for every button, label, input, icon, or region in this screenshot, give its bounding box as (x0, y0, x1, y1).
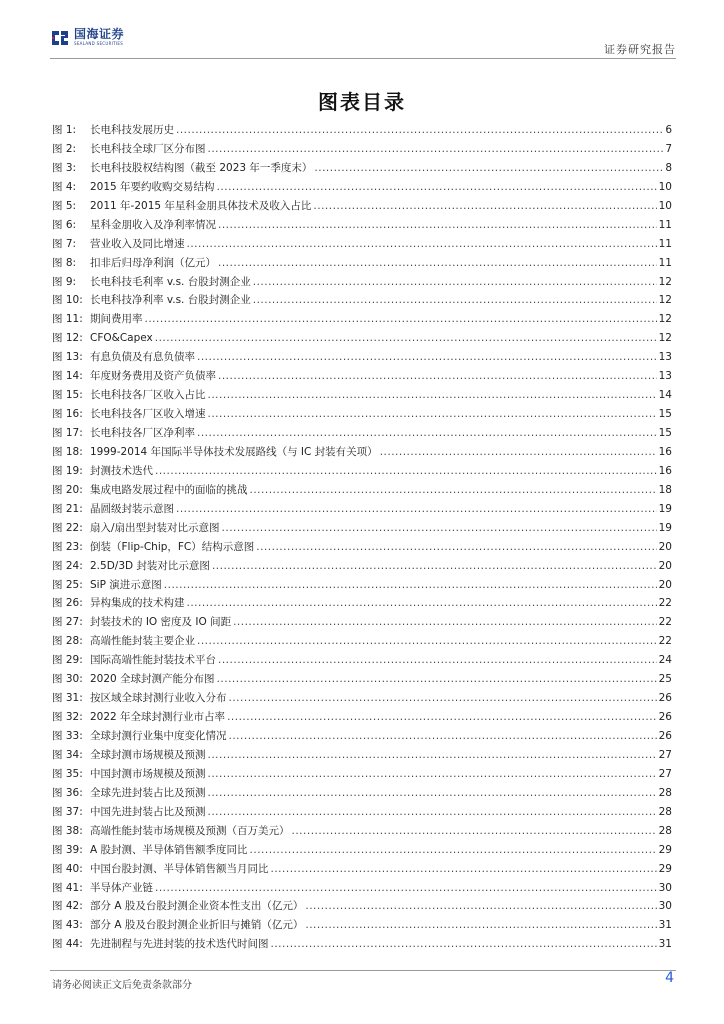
toc-page-number: 16 (658, 445, 672, 458)
toc-figure-number: 图 44: (52, 938, 83, 951)
toc-page-number: 20 (658, 559, 672, 572)
report-type-label: 证券研究报告 (604, 43, 676, 56)
toc-page-number: 8 (665, 161, 672, 174)
toc-entry[interactable] (52, 670, 672, 689)
toc-figure-title: 2020 全球封测产能分布图 (90, 673, 215, 686)
toc-figure-title: 年度财务费用及资产负债率 (90, 370, 216, 383)
toc-figure-title: 2.5D/3D 封装对比示意图 (90, 559, 210, 572)
toc-figure-number: 图 4: (52, 180, 77, 193)
toc-page-number: 28 (658, 786, 672, 799)
toc-entry[interactable] (52, 935, 672, 954)
toc-page-number: 30 (658, 900, 672, 913)
toc-dot-leader (271, 860, 657, 879)
toc-dot-leader (208, 140, 664, 159)
toc-figure-number: 图 1: (52, 124, 77, 136)
toc-dot-leader (208, 803, 657, 822)
toc-dot-leader (227, 708, 657, 727)
toc-figure-number: 图 29: (52, 654, 83, 667)
toc-figure-title: 期间费用率 (90, 313, 143, 326)
toc-page-number: 12 (658, 332, 672, 345)
toc-entry[interactable] (52, 765, 672, 784)
toc-figure-number: 图 20: (52, 483, 83, 496)
toc-figure-title: 长电科技全球厂区分布图 (90, 142, 206, 155)
toc-entry[interactable] (52, 860, 672, 879)
toc-figure-title: 异构集成的技术构建 (90, 597, 185, 610)
toc-figure-title: 封装技术的 IO 密度及 IO 间距 (90, 616, 232, 629)
toc-dot-leader (187, 235, 657, 254)
toc-entry[interactable] (52, 291, 672, 310)
toc-dot-leader (197, 424, 657, 443)
toc-entry[interactable] (52, 916, 672, 935)
toc-figure-title: 2011 年-2015 年星科金朋具体技术及收入占比 (90, 199, 312, 212)
toc-page-number: 22 (658, 597, 672, 610)
toc-figure-number: 图 18: (52, 445, 83, 458)
toc-entry[interactable] (52, 367, 672, 386)
toc-figure-number: 图 30: (52, 673, 83, 686)
toc-figure-title: 国际高端性能封装技术平台 (90, 654, 216, 667)
toc-figure-number: 图 6: (52, 218, 77, 231)
toc-dot-leader (208, 405, 657, 424)
toc-dot-leader (233, 613, 657, 632)
toc-figure-number: 图 34: (52, 748, 83, 761)
toc-entry[interactable] (52, 613, 672, 632)
toc-dot-leader (218, 367, 657, 386)
toc-entry[interactable] (52, 178, 672, 197)
toc-figure-number: 图 36: (52, 786, 83, 799)
toc-page-number: 27 (658, 748, 672, 761)
toc-page-number: 15 (658, 427, 672, 439)
toc-page-number: 12 (658, 275, 672, 288)
toc-entry[interactable] (52, 897, 672, 916)
toc-dot-leader (271, 935, 657, 954)
toc-figure-title: 高端性能封装市场规模及预测（百万美元） (90, 824, 290, 837)
toc-figure-title: 扇入/扇出型封装对比示意图 (90, 521, 220, 534)
toc-figure-title: 全球封测市场规模及预测 (90, 748, 206, 761)
toc-entry[interactable] (52, 424, 672, 443)
toc-figure-title: 先进制程与先进封装的技术迭代时间图 (90, 938, 269, 951)
toc-figure-number: 图 31: (52, 692, 83, 705)
toc-figure-number: 图 14: (52, 370, 83, 383)
toc-page-number: 18 (658, 483, 672, 496)
toc-dot-leader (380, 443, 657, 462)
page-title: 图表目录 (318, 90, 406, 114)
toc-figure-number: 图 43: (52, 919, 83, 932)
toc-figure-title: 半导体产业链 (90, 881, 153, 894)
toc-figure-number: 图 10: (52, 294, 83, 307)
toc-dot-leader (305, 897, 656, 916)
toc-figure-number: 图 7: (52, 237, 77, 250)
toc-figure-title: 长电科技净利率 v.s. 台股封测企业 (90, 294, 251, 307)
toc-entry[interactable] (52, 500, 672, 519)
toc-entry[interactable] (52, 594, 672, 613)
toc-figure-title: 2015 年要约收购交易结构 (90, 180, 215, 193)
toc-entry[interactable] (52, 803, 672, 822)
toc-entry[interactable] (52, 310, 672, 329)
toc-dot-leader (197, 632, 657, 651)
toc-figure-title: 中国封测市场规模及预测 (90, 767, 206, 780)
toc-figure-title: 部分 A 股及台股封测企业折旧与摊销（亿元） (90, 919, 304, 932)
toc-figure-number: 图 8: (52, 256, 77, 269)
toc-entry[interactable] (52, 140, 672, 159)
toc-dot-leader (155, 462, 657, 481)
toc-dot-leader (253, 273, 657, 292)
toc-figure-title: 封测技术迭代 (90, 464, 153, 477)
toc-entry[interactable] (52, 727, 672, 746)
toc-figure-number: 图 25: (52, 578, 83, 591)
toc-figure-title: 全球先进封装占比及预测 (90, 786, 206, 799)
toc-figure-title: 集成电路发展过程中的面临的挑战 (90, 483, 248, 496)
toc-dot-leader (222, 519, 657, 538)
toc-entry[interactable] (52, 216, 672, 235)
toc-entry[interactable] (52, 462, 672, 481)
toc-entry[interactable] (52, 197, 672, 216)
toc-figure-number: 图 3: (52, 161, 77, 174)
toc-figure-number: 图 21: (52, 502, 83, 515)
toc-entry[interactable] (52, 273, 672, 292)
logo-english-name: SEALAND SECURITIES (74, 41, 124, 46)
toc-page-number: 10 (658, 180, 672, 193)
toc-page-number: 26 (658, 692, 672, 705)
toc-page-number: 13 (658, 370, 672, 383)
toc-figure-number: 图 9: (52, 275, 77, 288)
toc-figure-title: 长电科技股权结构图（截至 2023 年一季度末） (90, 161, 313, 174)
toc-entry[interactable] (52, 557, 672, 576)
toc-figure-number: 图 41: (52, 881, 83, 894)
toc-entry[interactable] (52, 481, 672, 500)
toc-page-number: 31 (658, 919, 672, 932)
toc-figure-title: 长电科技各厂区净利率 (90, 427, 195, 439)
toc-figure-number: 图 33: (52, 730, 83, 742)
toc-figure-title: 营业收入及同比增速 (90, 237, 185, 250)
logo-chinese-name: 国海证券 (74, 27, 125, 41)
toc-dot-leader (292, 822, 657, 841)
toc-page-number: 22 (658, 635, 672, 648)
page-header (50, 28, 676, 58)
toc-figure-title: 长电科技发展历史 (90, 124, 174, 136)
toc-figure-title: 中国先进封装占比及预测 (90, 805, 206, 818)
toc-page-number: 20 (658, 540, 672, 553)
toc-entry[interactable] (52, 879, 672, 898)
toc-page-number: 10 (658, 199, 672, 212)
toc-figure-title: 长电科技各厂区收入占比 (90, 389, 206, 402)
toc-dot-leader (218, 254, 657, 273)
toc-entry[interactable] (52, 708, 672, 727)
toc-figure-title: CFO&Capex (90, 332, 153, 345)
toc-entry[interactable] (52, 784, 672, 803)
toc-dot-leader (164, 576, 657, 595)
toc-figure-title: A 股封测、半导体销售额季度同比 (90, 843, 248, 856)
toc-entry[interactable] (52, 689, 672, 708)
toc-page-number: 26 (658, 711, 672, 724)
toc-page-number: 14 (658, 389, 672, 402)
toc-page-number: 29 (658, 862, 672, 875)
toc-figure-title: 高端性能封装主要企业 (90, 635, 195, 648)
toc-figure-title: 倒装（Flip-Chip，FC）结构示意图 (90, 540, 255, 553)
toc-page-number: 20 (658, 578, 672, 591)
toc-dot-leader (145, 310, 657, 329)
toc-figure-number: 图 13: (52, 351, 83, 364)
toc-page-number: 16 (658, 464, 672, 477)
toc-page-number: 31 (658, 938, 672, 951)
toc-page-number: 22 (658, 616, 672, 629)
toc-figure-number: 图 40: (52, 862, 83, 875)
toc-figure-number: 图 26: (52, 597, 83, 610)
toc-page-number: 13 (658, 351, 672, 364)
toc-entry[interactable] (52, 159, 672, 178)
toc-page-number: 6 (665, 124, 672, 136)
toc-page-number: 11 (658, 237, 672, 250)
toc-dot-leader (208, 765, 657, 784)
header-divider (50, 58, 676, 59)
toc-figure-number: 图 12: (52, 332, 83, 345)
toc-entry[interactable] (52, 348, 672, 367)
toc-figure-number: 图 28: (52, 635, 83, 648)
toc-figure-number: 图 38: (52, 824, 83, 837)
toc-page-number: 26 (658, 730, 672, 742)
toc-figure-title: 部分 A 股及台股封测企业资本性支出（亿元） (90, 900, 304, 913)
toc-figure-title: 晶圆级封装示意图 (90, 502, 174, 515)
toc-figure-title: 2022 年全球封测行业市占率 (90, 711, 226, 724)
figure-list (52, 121, 672, 954)
toc-page-number: 11 (658, 256, 672, 269)
toc-entry[interactable] (52, 235, 672, 254)
toc-entry[interactable] (52, 822, 672, 841)
toc-page-number: 25 (658, 673, 672, 686)
toc-figure-number: 图 39: (52, 843, 83, 856)
toc-figure-number: 图 24: (52, 559, 83, 572)
toc-dot-leader (217, 670, 657, 689)
toc-entry[interactable] (52, 576, 672, 595)
toc-figure-title: 中国台股封测、半导体销售额当月同比 (90, 862, 269, 875)
toc-dot-leader (187, 594, 657, 613)
toc-page-number: 19 (658, 502, 672, 515)
toc-dot-leader (305, 916, 656, 935)
toc-figure-title: 按区域全球封测行业收入分布 (90, 692, 227, 705)
toc-dot-leader (208, 784, 657, 803)
toc-figure-number: 图 19: (52, 464, 83, 477)
toc-entry[interactable] (52, 254, 672, 273)
toc-page-number: 11 (658, 218, 672, 231)
page-number: 4 (665, 970, 674, 986)
toc-dot-leader (197, 348, 657, 367)
toc-dot-leader (217, 178, 657, 197)
toc-page-number: 24 (658, 654, 672, 667)
toc-dot-leader (229, 727, 657, 746)
toc-figure-number: 图 17: (52, 427, 83, 439)
toc-dot-leader (253, 291, 657, 310)
toc-page-number: 15 (658, 408, 672, 421)
toc-page-number: 12 (658, 313, 672, 326)
toc-figure-title: 扣非后归母净利润（亿元） (90, 256, 216, 269)
toc-entry[interactable] (52, 841, 672, 860)
toc-dot-leader (155, 329, 657, 348)
toc-figure-number: 图 2: (52, 142, 77, 155)
toc-page-number: 28 (658, 805, 672, 818)
toc-page-number: 28 (658, 824, 672, 837)
toc-figure-number: 图 37: (52, 805, 83, 818)
toc-entry[interactable] (52, 121, 672, 140)
toc-figure-number: 图 35: (52, 767, 83, 780)
toc-entry[interactable] (52, 651, 672, 670)
company-logo (50, 28, 124, 48)
footer-disclaimer: 请务必阅读正文后免责条款部分 (52, 980, 192, 991)
toc-figure-title: 长电科技毛利率 v.s. 台股封测企业 (90, 275, 251, 288)
toc-dot-leader (155, 879, 657, 898)
toc-entry[interactable] (52, 632, 672, 651)
toc-entry[interactable] (52, 443, 672, 462)
toc-entry[interactable] (52, 386, 672, 405)
toc-dot-leader (212, 557, 657, 576)
toc-figure-number: 图 5: (52, 199, 77, 212)
toc-page-number: 19 (658, 521, 672, 534)
toc-figure-title: 全球封测行业集中度变化情况 (90, 730, 227, 742)
toc-figure-title: 星科金朋收入及净利率情况 (90, 218, 216, 231)
toc-entry[interactable] (52, 538, 672, 557)
toc-figure-number: 图 23: (52, 540, 83, 553)
toc-dot-leader (218, 651, 657, 670)
toc-entry[interactable] (52, 329, 672, 348)
toc-dot-leader (256, 538, 656, 557)
toc-figure-title: 有息负债及有息负债率 (90, 351, 195, 364)
toc-figure-number: 图 16: (52, 408, 83, 421)
toc-figure-number: 图 27: (52, 616, 83, 629)
toc-figure-title: 1999-2014 年国际半导体技术发展路线（与 IC 封装有关项） (90, 445, 378, 458)
toc-dot-leader (250, 481, 657, 500)
toc-dot-leader (208, 746, 657, 765)
toc-figure-number: 图 32: (52, 711, 83, 724)
toc-figure-number: 图 42: (52, 900, 83, 913)
toc-dot-leader (250, 841, 657, 860)
toc-figure-title: SiP 演进示意图 (90, 578, 162, 591)
toc-page-number: 27 (658, 767, 672, 780)
toc-figure-title: 长电科技各厂区收入增速 (90, 408, 206, 421)
toc-page-number: 30 (658, 881, 672, 894)
toc-dot-leader (208, 386, 657, 405)
toc-page-number: 7 (665, 142, 672, 155)
toc-entry[interactable] (52, 519, 672, 538)
toc-figure-number: 图 22: (52, 521, 83, 534)
footer-divider (50, 970, 676, 971)
toc-dot-leader (176, 500, 657, 519)
toc-dot-leader (176, 121, 663, 140)
sealand-logo-icon (50, 28, 70, 48)
toc-dot-leader (229, 689, 657, 708)
toc-page-number: 29 (658, 843, 672, 856)
toc-figure-number: 图 11: (52, 313, 83, 326)
toc-dot-leader (313, 197, 656, 216)
toc-entry[interactable] (52, 746, 672, 765)
toc-dot-leader (218, 216, 657, 235)
toc-figure-number: 图 15: (52, 389, 83, 402)
toc-dot-leader (314, 159, 663, 178)
toc-entry[interactable] (52, 405, 672, 424)
toc-page-number: 12 (658, 294, 672, 307)
